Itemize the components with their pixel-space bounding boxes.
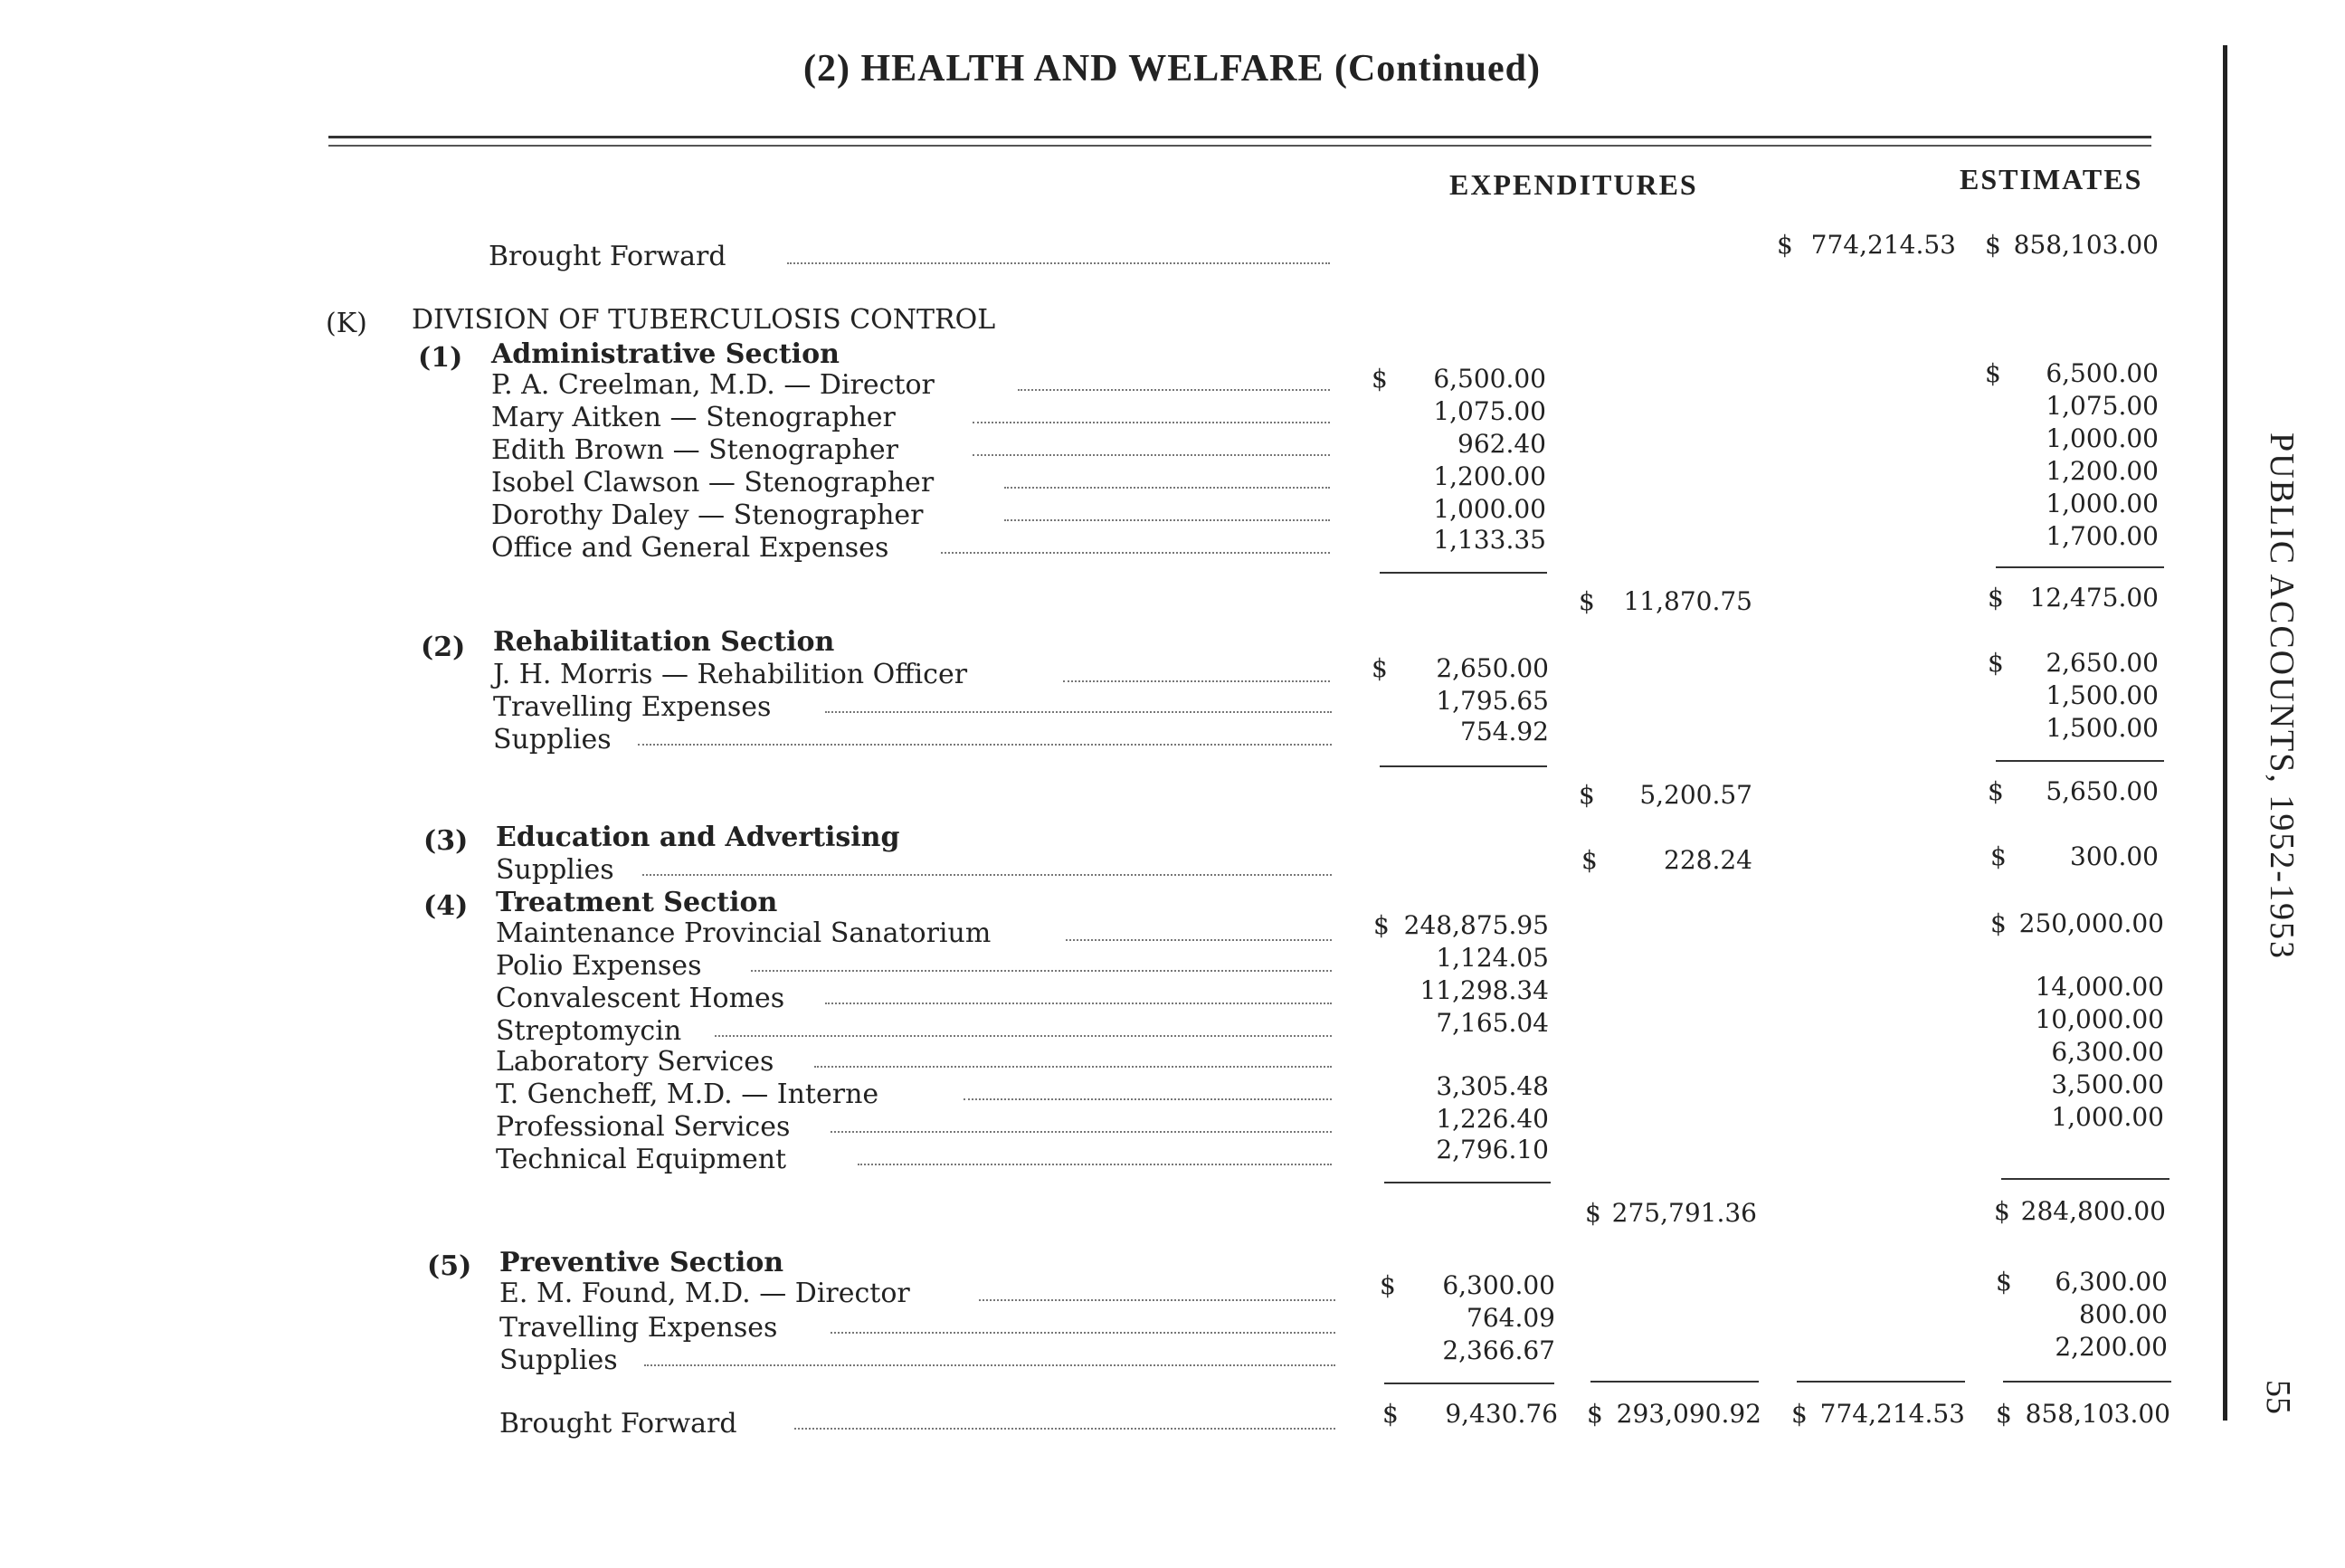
line-item-label: P. A. Creelman, M.D. — Director (491, 369, 935, 401)
leader-dots (751, 970, 1332, 972)
section-number: (2) (421, 632, 466, 663)
line-item-label: Technical Equipment (496, 1144, 787, 1175)
expenditure-value: 248,875.95 (1403, 910, 1549, 940)
brought-forward-col1: 9,430.76 (1445, 1399, 1558, 1429)
dollar-sign: $ (1585, 1198, 1601, 1228)
line-item-label: Laboratory Services (496, 1046, 774, 1078)
leader-dots (825, 711, 1332, 713)
line-item-label: E. M. Found, M.D. — Director (499, 1278, 910, 1309)
dollar-sign: $ (1587, 1399, 1603, 1429)
subtotal-rule (1996, 566, 2164, 568)
column-header-estimates: ESTIMATES (1960, 163, 2143, 195)
expenditure-value: 754.92 (1460, 717, 1549, 746)
page-title: (2) HEALTH AND WELFARE (Continued) (803, 48, 1542, 90)
expenditure-value: 7,165.04 (1436, 1008, 1549, 1038)
leader-dots (831, 1131, 1332, 1133)
line-item-label: Dorothy Daley — Stenographer (491, 499, 924, 531)
dollar-sign: $ (1988, 776, 2004, 806)
section-number: (4) (423, 890, 469, 922)
estimate-value: 1,700.00 (2046, 521, 2159, 551)
side-running-title: PUBLIC ACCOUNTS, 1952-1953 (2263, 432, 2301, 960)
expenditure-value: 1,075.00 (1433, 396, 1546, 426)
column-header-expenditures: EXPENDITURES (1449, 168, 1698, 201)
line-item-label: Isobel Clawson — Stenographer (491, 467, 935, 499)
section-title: Education and Advertising (496, 822, 900, 853)
leader-dots (831, 1332, 1335, 1334)
estimate-value: 1,000.00 (2046, 489, 2159, 518)
section-total: 5,200.57 (1639, 780, 1752, 810)
total-rule (1797, 1381, 1965, 1383)
expenditure-value: 1,226.40 (1436, 1104, 1549, 1134)
expenditure-value: 11,298.34 (1419, 975, 1549, 1005)
line-item-label: Polio Expenses (496, 950, 702, 982)
expenditure-value: 764.09 (1467, 1303, 1555, 1333)
leader-dots (794, 1428, 1335, 1430)
line-item-label: Edith Brown — Stenographer (491, 434, 898, 466)
dollar-sign: $ (1380, 1270, 1396, 1300)
leader-dots (979, 1299, 1335, 1301)
dollar-sign: $ (1990, 841, 2007, 871)
line-item-label: Supplies (493, 724, 612, 755)
dollar-sign: $ (1373, 910, 1390, 940)
subtotal-rule (1384, 1182, 1551, 1183)
estimate-value: 6,300.00 (2051, 1037, 2164, 1067)
expenditure-value: 1,000.00 (1433, 494, 1546, 524)
section-number: (1) (418, 342, 463, 374)
leader-dots (814, 1066, 1332, 1068)
section-title: Rehabilitation Section (493, 626, 835, 658)
section-total: 275,791.36 (1611, 1198, 1757, 1228)
line-item-label: Supplies (496, 854, 614, 886)
line-item-label: Streptomycin (496, 1015, 682, 1047)
line-item-label: Mary Aitken — Stenographer (491, 402, 896, 433)
leader-dots (1018, 389, 1330, 391)
leader-dots (787, 262, 1330, 264)
leader-dots (644, 1364, 1335, 1366)
section-estimate-total: 284,800.00 (2020, 1196, 2166, 1226)
line-item-label: Travelling Expenses (493, 691, 772, 723)
estimate-value: 1,500.00 (2046, 713, 2159, 743)
expenditure-value: 6,300.00 (1442, 1270, 1555, 1300)
section-total: 228.24 (1664, 845, 1752, 875)
estimate-value: 800.00 (2079, 1299, 2168, 1329)
leader-dots (642, 874, 1332, 876)
dollar-sign: $ (1985, 358, 2001, 388)
expenditure-value: 2,796.10 (1436, 1135, 1549, 1164)
double-rule-bottom (328, 145, 2151, 147)
dollar-sign: $ (1791, 1399, 1808, 1429)
line-item-label: Professional Services (496, 1111, 791, 1143)
dollar-sign: $ (1994, 1196, 2010, 1226)
expenditure-value: 1,795.65 (1436, 686, 1549, 716)
leader-dots (973, 454, 1330, 456)
expenditure-value: 2,650.00 (1436, 653, 1549, 683)
section-title: Treatment Section (496, 887, 778, 918)
expenditure-value: 3,305.48 (1436, 1071, 1549, 1101)
estimate-value: 14,000.00 (2035, 972, 2164, 1002)
division-key: (K) (326, 308, 367, 339)
leader-dots (858, 1164, 1332, 1165)
dollar-sign: $ (1988, 583, 2004, 613)
leader-dots (1004, 519, 1330, 521)
line-item-label: J. H. Morris — Rehabilition Officer (493, 659, 968, 690)
section-estimate-total: 300.00 (2070, 841, 2159, 871)
subtotal-rule (1380, 765, 1547, 767)
section-total: 11,870.75 (1623, 586, 1752, 616)
brought-forward-col3: 774,214.53 (1819, 1399, 1965, 1429)
leader-dots (638, 744, 1332, 746)
dollar-sign: $ (1579, 586, 1595, 616)
dollar-sign: $ (1372, 364, 1388, 394)
page-number: 55 (2259, 1380, 2297, 1414)
leader-dots (1066, 939, 1332, 941)
estimate-value: 1,075.00 (2046, 391, 2159, 421)
subtotal-rule (2001, 1178, 2169, 1180)
estimate-value: 250,000.00 (2018, 908, 2164, 938)
estimate-value: 3,500.00 (2051, 1069, 2164, 1099)
brought-forward-col2: 293,090.92 (1616, 1399, 1761, 1429)
section-estimate-total: 12,475.00 (2029, 583, 2159, 613)
line-item-label: Office and General Expenses (491, 532, 889, 564)
leader-dots (1004, 487, 1330, 489)
leader-dots (1063, 680, 1330, 682)
total-rule (2003, 1381, 2171, 1383)
section-title: Preventive Section (499, 1247, 784, 1278)
line-item-label: Convalescent Homes (496, 983, 785, 1014)
estimate-value: 6,300.00 (2055, 1267, 2168, 1297)
brought-forward-expenditures: 774,214.53 (1810, 230, 1956, 260)
total-rule (1384, 1383, 1554, 1384)
double-rule-top (328, 136, 2151, 138)
brought-forward-estimates: 858,103.00 (2013, 230, 2159, 260)
expenditure-value: 1,133.35 (1433, 525, 1546, 555)
expenditure-value: 1,200.00 (1433, 461, 1546, 491)
dollar-sign: $ (1372, 653, 1388, 683)
brought-forward-label: Brought Forward (499, 1408, 737, 1440)
section-number: (3) (423, 825, 469, 857)
leader-dots (825, 1003, 1332, 1004)
estimate-value: 1,500.00 (2046, 680, 2159, 710)
margin-rule (2223, 45, 2227, 1421)
dollar-sign: $ (1579, 780, 1595, 810)
dollar-sign: $ (1382, 1399, 1399, 1429)
line-item-label: Supplies (499, 1345, 618, 1376)
dollar-sign: $ (1996, 1399, 2012, 1429)
brought-forward-col4: 858,103.00 (2025, 1399, 2170, 1429)
section-title: Administrative Section (491, 338, 840, 370)
line-item-label: Maintenance Provincial Sanatorium (496, 917, 992, 949)
leader-dots (715, 1035, 1332, 1037)
total-rule (1590, 1381, 1759, 1383)
brought-forward-label: Brought Forward (489, 241, 726, 272)
dollar-sign: $ (1581, 845, 1598, 875)
leader-dots (964, 1098, 1332, 1100)
leader-dots (941, 552, 1330, 554)
division-title: DIVISION OF TUBERCULOSIS CONTROL (412, 304, 996, 336)
estimate-value: 6,500.00 (2046, 358, 2159, 388)
estimate-value: 10,000.00 (2035, 1004, 2164, 1034)
dollar-sign: $ (1988, 648, 2004, 678)
estimate-value: 1,200.00 (2046, 456, 2159, 486)
estimate-value: 1,000.00 (2051, 1102, 2164, 1132)
expenditure-value: 1,124.05 (1436, 943, 1549, 973)
dollar-sign: $ (1985, 230, 2001, 260)
estimate-value: 1,000.00 (2046, 423, 2159, 453)
section-estimate-total: 5,650.00 (2046, 776, 2159, 806)
estimate-value: 2,200.00 (2055, 1332, 2168, 1362)
line-item-label: Travelling Expenses (499, 1312, 778, 1344)
dollar-sign: $ (1777, 230, 1793, 260)
expenditure-value: 962.40 (1457, 429, 1546, 459)
subtotal-rule (1380, 572, 1547, 574)
dollar-sign: $ (1990, 908, 2007, 938)
dollar-sign: $ (1996, 1267, 2012, 1297)
subtotal-rule (1996, 760, 2164, 762)
expenditure-value: 2,366.67 (1442, 1335, 1555, 1365)
line-item-label: T. Gencheff, M.D. — Interne (496, 1079, 879, 1110)
estimate-value: 2,650.00 (2046, 648, 2159, 678)
leader-dots (973, 422, 1330, 423)
expenditure-value: 6,500.00 (1433, 364, 1546, 394)
section-number: (5) (427, 1250, 472, 1282)
